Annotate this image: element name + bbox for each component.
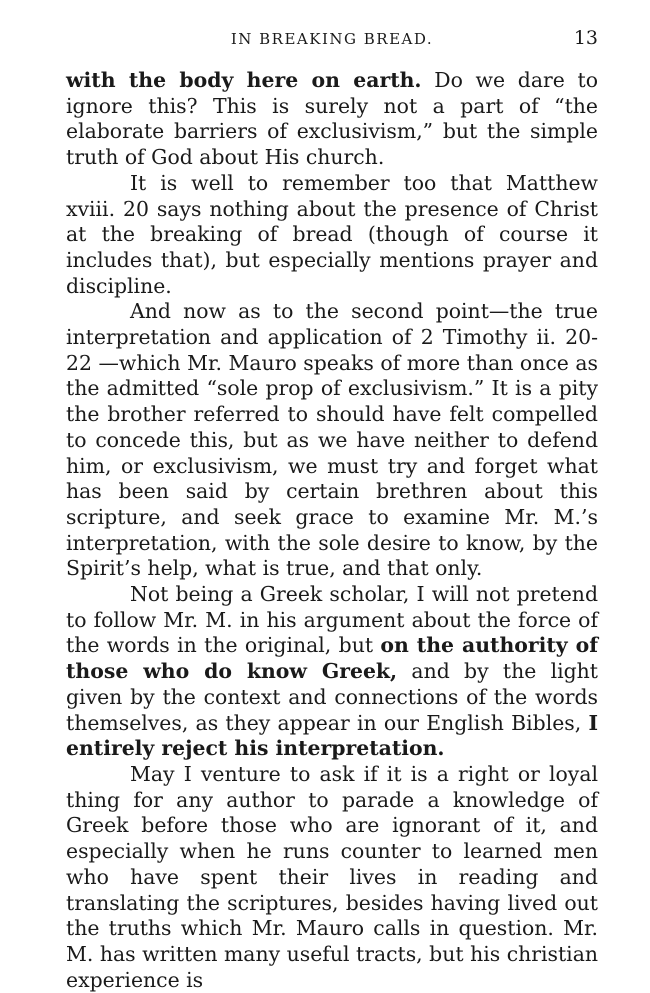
paragraph-3: And now as to the second point—the true interpretation and application of 2 Timothy ii. 20-22 —which Mr. Mauro speaks of more than once as the admitted “sole prop of exclusivism.” It is a pity the brother referred to should have felt compelled to concede this, but as we have neither to defend him, or exclusivism, we must try and forget what has been said by certain brethren about this scripture, and seek grace to examine Mr. M.’s interpretation, with the sole desire to know, by the Spirit’s help, what is true, and that only.: [66, 299, 598, 581]
bold-authority: on the authority of those who do know Greek,: [66, 633, 598, 684]
page-body: [66, 68, 598, 993]
paragraph-1: [66, 68, 598, 171]
paragraph-4-text-b: and by the light given by the context and connections of the words themselves, as they appear in our English Bibles,: [66, 659, 598, 735]
page-number: 13: [573, 27, 598, 49]
paragraph-2: It is well to remember too that Matthew xviii. 20 says nothing about the presence of Christ at the breaking of bread (though of course it includes that), but especially mentions prayer and discipline.: [66, 170, 598, 298]
page-header: [66, 27, 598, 54]
paragraph-1-text: Do we dare to ignore this? This is surely not a part of “the elaborate barriers of exclusivism,” but the simple truth of God about His church.: [66, 68, 598, 170]
paragraph-4: [66, 582, 598, 762]
bold-lead: with the body here on earth.: [66, 68, 422, 92]
bold-reject: I entirely reject his interpretation.: [66, 710, 598, 761]
paragraph-4-text-a: Not being a Greek scholar, I will not pretend to follow Mr. M. in his argument about the force of the words in the original, but: [66, 582, 598, 658]
paragraph-5: May I venture to ask if it is a right or loyal thing for any author to parade a knowledge of Greek before those who are ignorant of it, and especially when he runs counter to learned men who have spent their lives in reading and translating the scriptures, besides having lived out the truths which Mr. Mauro calls in question. Mr. M. has written many useful tracts, but his christian experience is: [66, 761, 598, 992]
running-title: IN BREAKING BREAD.: [230, 30, 434, 48]
